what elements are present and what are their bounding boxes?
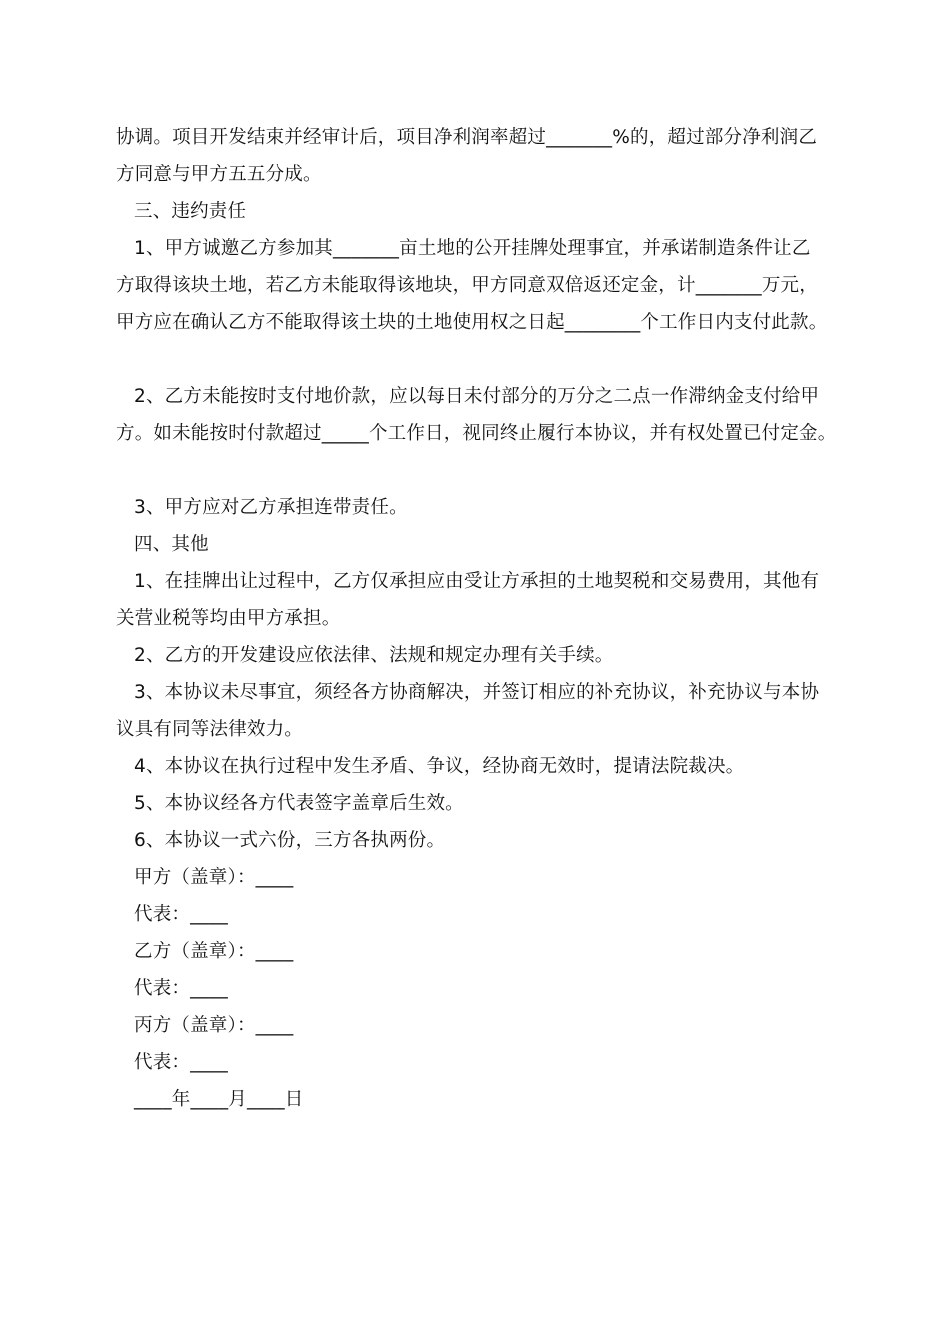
signature-party-a: 甲方（盖章）：____ — [134, 867, 294, 888]
paragraph-line: 1、甲方诚邀乙方参加其_______亩土地的公开挂牌处理事宜，并承诺制造条件让乙 — [134, 238, 811, 259]
signature-representative-a: 代表：____ — [134, 904, 228, 925]
paragraph-line: 3、甲方应对乙方承担连带责任。 — [134, 497, 408, 518]
paragraph-line: 甲方应在确认乙方不能取得该土块的土地使用权之日起________个工作日内支付此款。 — [116, 312, 828, 333]
paragraph-line: 4、本协议在执行过程中发生矛盾、争议，经协商无效时，提请法院裁决。 — [134, 756, 745, 777]
section-heading-breach: 三、违约责任 — [134, 201, 247, 222]
paragraph-line: 协调。项目开发结束并经审计后，项目净利润率超过_______%的，超过部分净利润乙 — [116, 127, 818, 148]
paragraph-line: 方。如未能按时付款超过_____个工作日，视同终止履行本协议，并有权处置已付定金。 — [116, 423, 837, 444]
signature-party-b: 乙方（盖章）：____ — [134, 941, 294, 962]
paragraph-line: 5、本协议经各方代表签字盖章后生效。 — [134, 793, 464, 814]
signature-representative-c: 代表：____ — [134, 1052, 228, 1073]
paragraph-line: 3、本协议未尽事宜，须经各方协商解决，并签订相应的补充协议，补充协议与本协 — [134, 682, 820, 703]
paragraph-line: 6、本协议一式六份，三方各执两份。 — [134, 830, 446, 851]
signature-party-c: 丙方（盖章）：____ — [134, 1015, 294, 1036]
paragraph-line: 方同意与甲方五五分成。 — [116, 164, 322, 185]
paragraph-line: 1、在挂牌出让过程中，乙方仅承担应由受让方承担的土地契税和交易费用，其他有 — [134, 571, 820, 592]
signature-date: ____年____月____日 — [134, 1089, 304, 1110]
paragraph-line: 议具有同等法律效力。 — [116, 719, 304, 740]
paragraph-line: 2、乙方未能按时支付地价款，应以每日未付部分的万分之二点一作滞纳金支付给甲 — [134, 386, 820, 407]
paragraph-line: 关营业税等均由甲方承担。 — [116, 608, 341, 629]
paragraph-line: 2、乙方的开发建设应依法律、法规和规定办理有关手续。 — [134, 645, 614, 666]
paragraph-line: 方取得该块土地，若乙方未能取得该地块，甲方同意双倍返还定金，计_______万元， — [116, 275, 818, 296]
signature-representative-b: 代表：____ — [134, 978, 228, 999]
section-heading-other: 四、其他 — [134, 534, 209, 555]
